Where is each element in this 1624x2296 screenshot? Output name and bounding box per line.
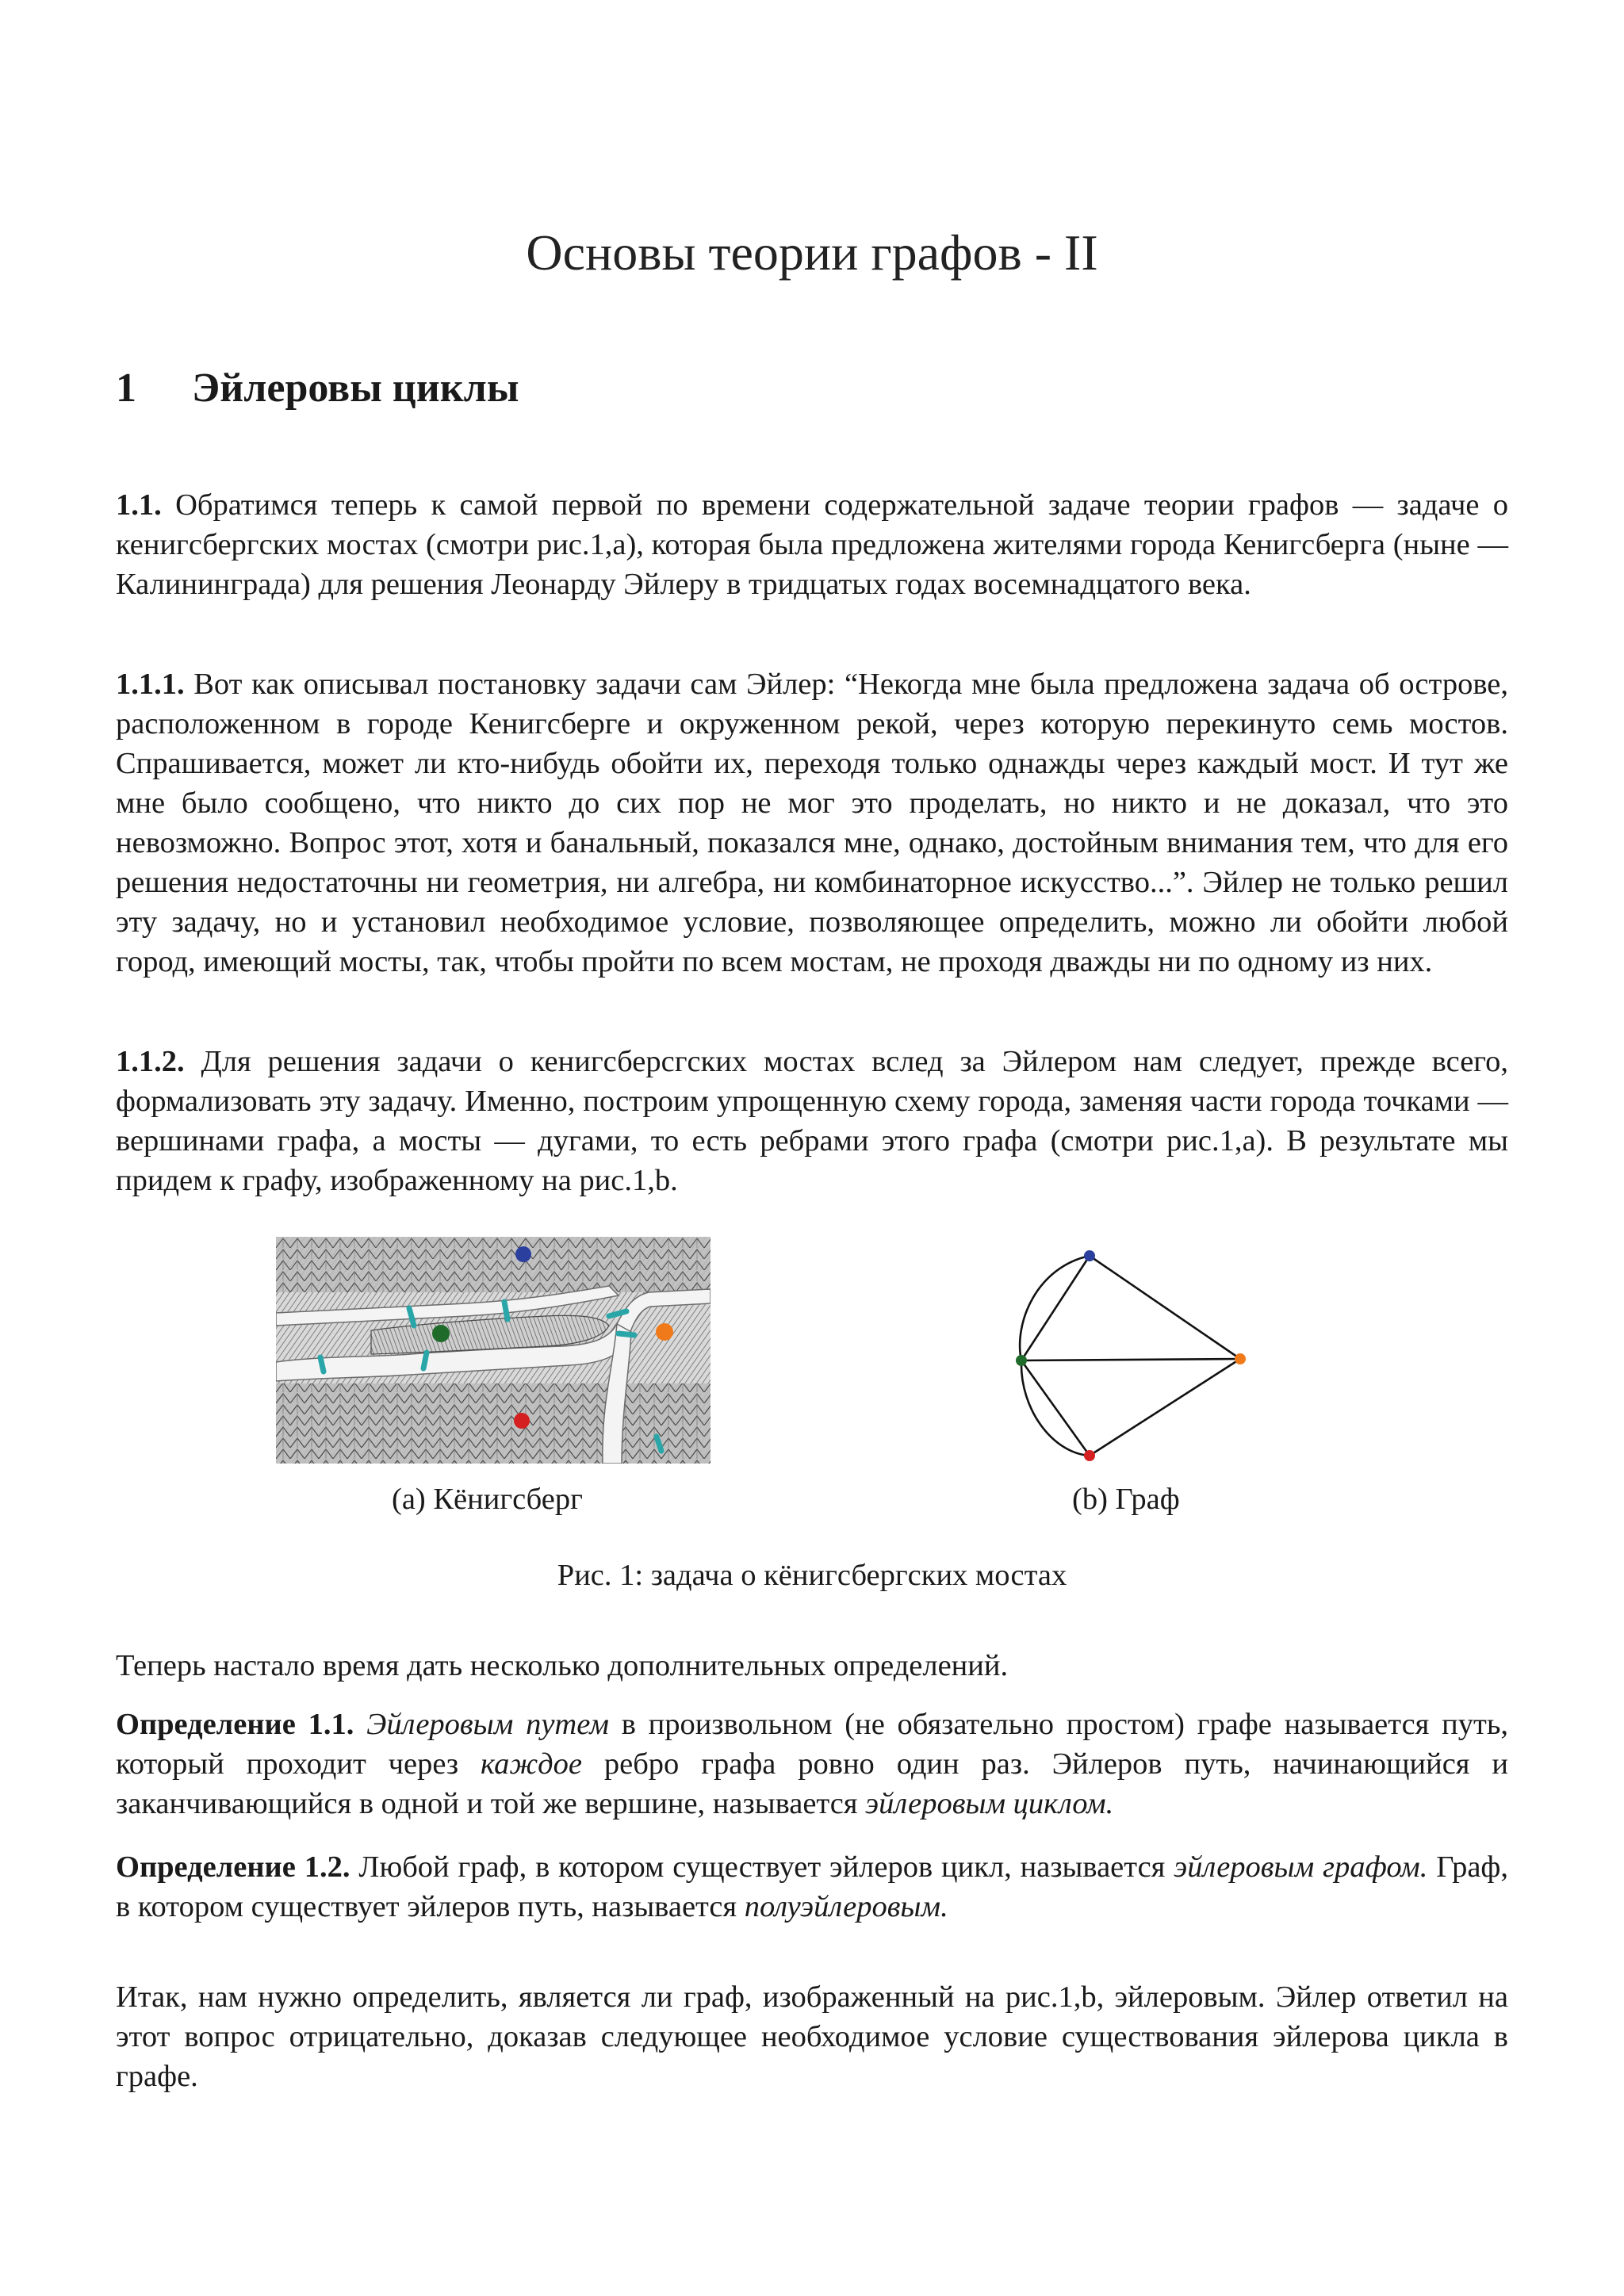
paragraph-text: Вот как описывал постановку задачи сам Эйлер: “Некогда мне была предложена задача об острове, расположенном в городе Кенигсберге и окруженном рекой, через которую перекинуто семь мостов. Спрашивается, может ли кто-нибудь обойти их, переходя только однажды через каждый мост. И тут же мне было сообщено, что никто до сих пор не мог это проделать, но никто и не доказал, что это невозможно. Вопрос этот, хотя и банальный, показался мне, однако, достойным внимания тем, что для его решения недостаточны ни геометрия, ни алгебра, ни комбинаторное искусство...”. Эйлер не только решил эту задачу, но и установил необходимое условие, позволяющее определить, можно ли обойти любой город, имеющий мосты, так, чтобы пройти по всем мостам, не проходя дважды ни по одному из них. (116, 668, 1508, 978)
paragraph-1-1-2 (116, 1042, 1508, 1200)
subcaption-b: (b) Граф (1072, 1483, 1180, 1516)
definition-text: в произвольном (не обязательно простом) графе называется путь, который проходит через (116, 1708, 1509, 1781)
vertex-marker-bottom (514, 1413, 530, 1429)
vertex-marker-left (432, 1325, 450, 1342)
paragraph-text: Обратимся теперь к самой первой по времени содержательной задаче теории графов — задаче о кенигсбергских мостах (смотри рис.1,a), которая была предложена жителями города Кенигсберга (ныне — Калининграда) для решения Леонарду Эйлеру в тридцатых годах восемнадцатого века. (116, 488, 1508, 601)
paragraph-label: 1.1.1. (116, 668, 185, 701)
paragraph-1-1-1 (116, 664, 1508, 982)
paragraph-text: Для решения задачи о кенигсберсгских мостах вслед за Эйлером нам следует, прежде всего, формализовать эту задачу. Именно, построим упрощенную схему города, заменяя части города точками — вершинами графа, а мосты — дугами, то есть ребрами этого графа (смотри рис.1,a). В результате мы придем к графу, изображенному на рис.1,b. (116, 1045, 1508, 1197)
definition-1-1 (116, 1705, 1508, 1823)
paragraph-conclusion: Итак, нам нужно определить, является ли граф, изображенный на рис.1,b, эйлеровым. Эйлер ответил на этот вопрос отрицательно, доказав следующее необходимое условие существования эйлерова цикла в графе. (116, 1980, 1508, 2093)
section-heading (116, 365, 519, 411)
paragraph-label: 1.1.2. (116, 1045, 185, 1078)
bridge (504, 1302, 508, 1319)
graph-vertex-top (1084, 1250, 1095, 1261)
definition-1-2 (116, 1847, 1508, 1927)
graph-vertex-right (1235, 1353, 1246, 1364)
section-number: 1 (116, 365, 136, 411)
definition-text: Любой граф, в котором существует эйлеров цикл, называется (350, 1850, 1174, 1884)
paragraph-label: 1.1. (116, 488, 162, 522)
konigsberg-map-image (276, 1237, 710, 1464)
paragraph-intro-definitions: Теперь настало время дать несколько дополнительных определений. (116, 1649, 1009, 1682)
bridge (423, 1353, 427, 1368)
emphasis-each: каждое (481, 1747, 582, 1781)
figure-caption: Рис. 1: задача о кёнигсбергских мостах (557, 1559, 1067, 1592)
document-title: Основы теории графов - II (526, 224, 1098, 281)
vertex-marker-right (656, 1323, 673, 1341)
definition-label: Определение 1.2. (116, 1850, 350, 1884)
graph-vertex-left (1016, 1355, 1027, 1366)
term-eulerian-cycle: эйлеровым циклом. (865, 1787, 1114, 1820)
term-semi-eulerian: полуэйлеровым. (744, 1890, 948, 1923)
definition-text: Граф, в котором существует эйлеров путь, называется (116, 1850, 1508, 1923)
definition-text: ребро графа ровно один раз. Эйлеров путь, начинающийся и заканчивающийся в одной и той же вершине, называется (116, 1747, 1508, 1820)
subcaption-a: (a) Кёнигсберг (392, 1483, 583, 1516)
section-title: Эйлеровы циклы (192, 365, 519, 411)
term-eulerian-path: Эйлеровым путем (366, 1708, 609, 1741)
definition-text (354, 1708, 366, 1741)
bridge (320, 1357, 324, 1372)
paragraph-1-1 (116, 485, 1508, 604)
graph-edge (1090, 1256, 1240, 1359)
vertex-marker-top (515, 1246, 531, 1262)
graph-edge (1090, 1359, 1240, 1456)
bridge (619, 1334, 634, 1335)
term-eulerian-graph: эйлеровым графом. (1174, 1850, 1428, 1884)
graph-edge (1021, 1359, 1240, 1360)
bridges-graph (998, 1235, 1267, 1473)
graph-vertex-bottom (1084, 1450, 1095, 1461)
definition-label: Определение 1.1. (116, 1708, 354, 1741)
